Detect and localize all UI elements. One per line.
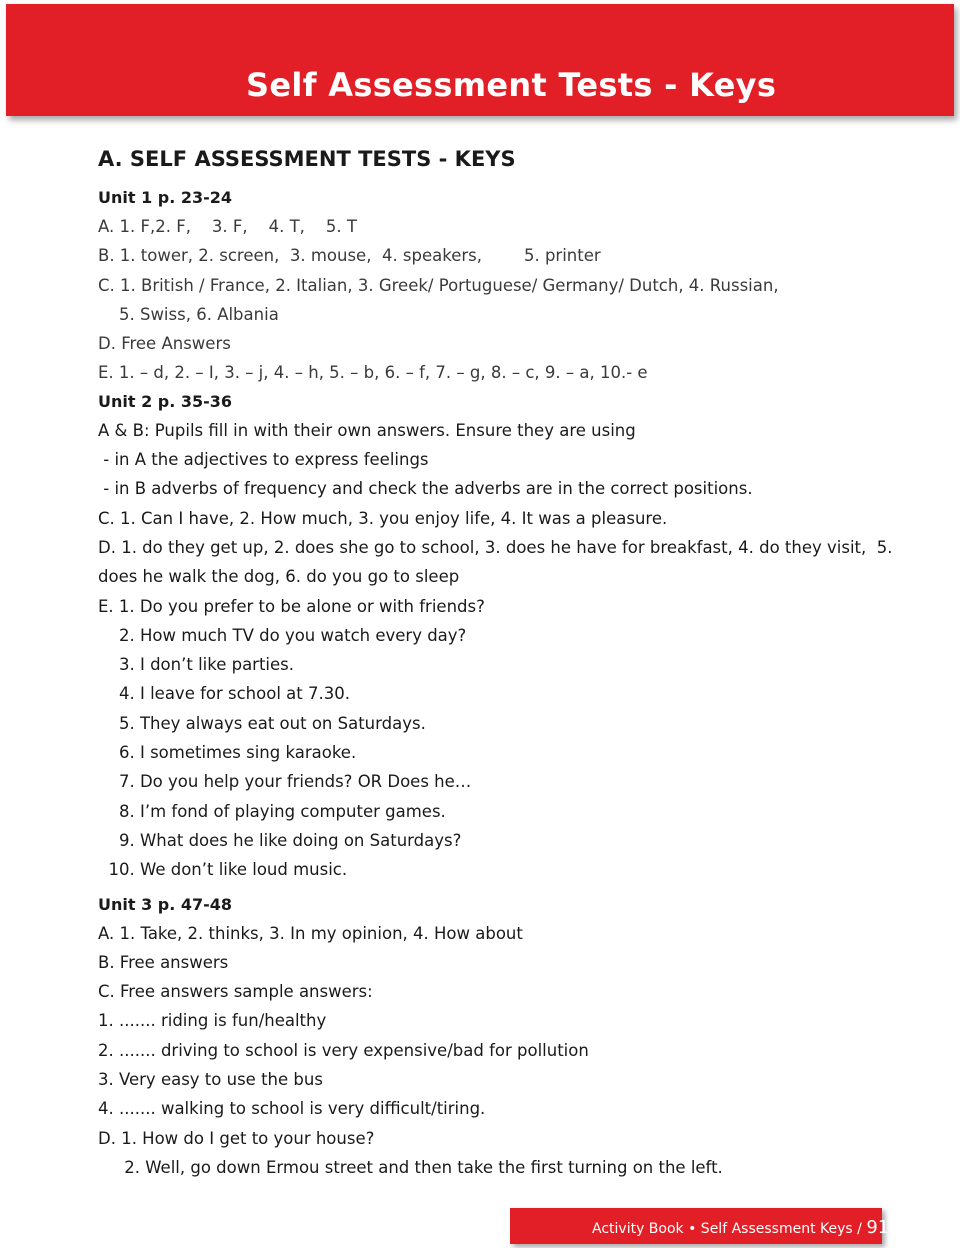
unit2-line: does he walk the dog, 6. do you go to sleep <box>98 567 460 587</box>
section-heading: A. SELF ASSESSMENT TESTS - KEYS <box>98 147 516 171</box>
unit3-section <box>98 891 928 1183</box>
unit1-section <box>98 184 928 388</box>
unit2-line: 3. I don’t like parties. <box>98 655 295 675</box>
unit3-line: 2. ....... driving to school is very expensive/bad for pollution <box>98 1040 589 1060</box>
unit2-line: D. 1. do they get up, 2. does she go to school, 3. does he have for breakfast, 4. do they visit, 5. <box>98 537 893 557</box>
unit2-heading: Unit 2 p. 35-36 <box>98 391 233 411</box>
unit2-line: A & B: Pupils fill in with their own answers. Ensure they are using <box>98 420 636 440</box>
unit3-line: 3. Very easy to use the bus <box>98 1070 323 1090</box>
unit2-line: - in A the adjectives to express feelings <box>98 450 429 470</box>
unit2-line: E. 1. Do you prefer to be alone or with friends? <box>98 596 485 616</box>
unit3-line: 1. ....... riding is fun/healthy <box>98 1011 327 1031</box>
page-title: Self Assessment Tests - Keys <box>246 66 777 104</box>
unit2-line: 8. I’m fond of playing computer games. <box>98 801 446 821</box>
page-number: 91 <box>866 1217 890 1238</box>
footer-text: Activity Book • Self Assessment Keys / <box>592 1221 867 1237</box>
header-banner <box>6 4 954 116</box>
content <box>98 144 928 1182</box>
unit1-line: 5. Swiss, 6. Albania <box>98 304 279 324</box>
unit2-line: 4. I leave for school at 7.30. <box>98 684 350 704</box>
unit1-line: A. 1. F,2. F, 3. F, 4. T, 5. T <box>98 217 357 236</box>
footer-banner <box>510 1208 890 1244</box>
unit2-line: 9. What does he like doing on Saturdays? <box>98 830 462 850</box>
unit2-line: C. 1. Can I have, 2. How much, 3. you enjoy life, 4. It was a pleasure. <box>98 508 668 528</box>
footer-content <box>592 1210 889 1247</box>
unit3-line: 4. ....... walking to school is very difficult/tiring. <box>98 1099 486 1119</box>
unit3-line: A. 1. Take, 2. thinks, 3. In my opinion, 4. How about <box>98 923 523 943</box>
unit1-line: D. Free Answers <box>98 334 231 354</box>
unit3-line: D. 1. How do I get to your house? <box>98 1128 375 1148</box>
unit3-line: B. Free answers <box>98 952 229 972</box>
unit3-line: C. Free answers sample answers: <box>98 982 373 1002</box>
unit2-line: 5. They always eat out on Saturdays. <box>98 713 426 733</box>
unit2-line: - in B adverbs of frequency and check the adverbs are in the correct positions. <box>98 479 753 499</box>
unit2-line: 10. We don’t like loud music. <box>98 860 348 880</box>
unit2-section <box>98 388 928 885</box>
unit2-line: 2. How much TV do you watch every day? <box>98 625 467 645</box>
unit1-line: B. 1. tower, 2. screen, 3. mouse, 4. speakers, 5. printer <box>98 246 601 266</box>
unit2-line: 7. Do you help your friends? OR Does he… <box>98 772 472 792</box>
unit3-line: 2. Well, go down Ermou street and then take the first turning on the left. <box>98 1157 723 1177</box>
unit3-heading: Unit 3 p. 47-48 <box>98 894 233 914</box>
unit2-line: 6. I sometimes sing karaoke. <box>98 743 357 763</box>
unit1-heading: Unit 1 p. 23-24 <box>98 188 233 207</box>
unit1-line: E. 1. – d, 2. – I, 3. – j, 4. – h, 5. – b, 6. – f, 7. – g, 8. – c, 9. – a, 10.- e <box>98 363 648 383</box>
unit1-line: C. 1. British / France, 2. Italian, 3. Greek/ Portuguese/ Germany/ Dutch, 4. Russian, <box>98 275 779 295</box>
